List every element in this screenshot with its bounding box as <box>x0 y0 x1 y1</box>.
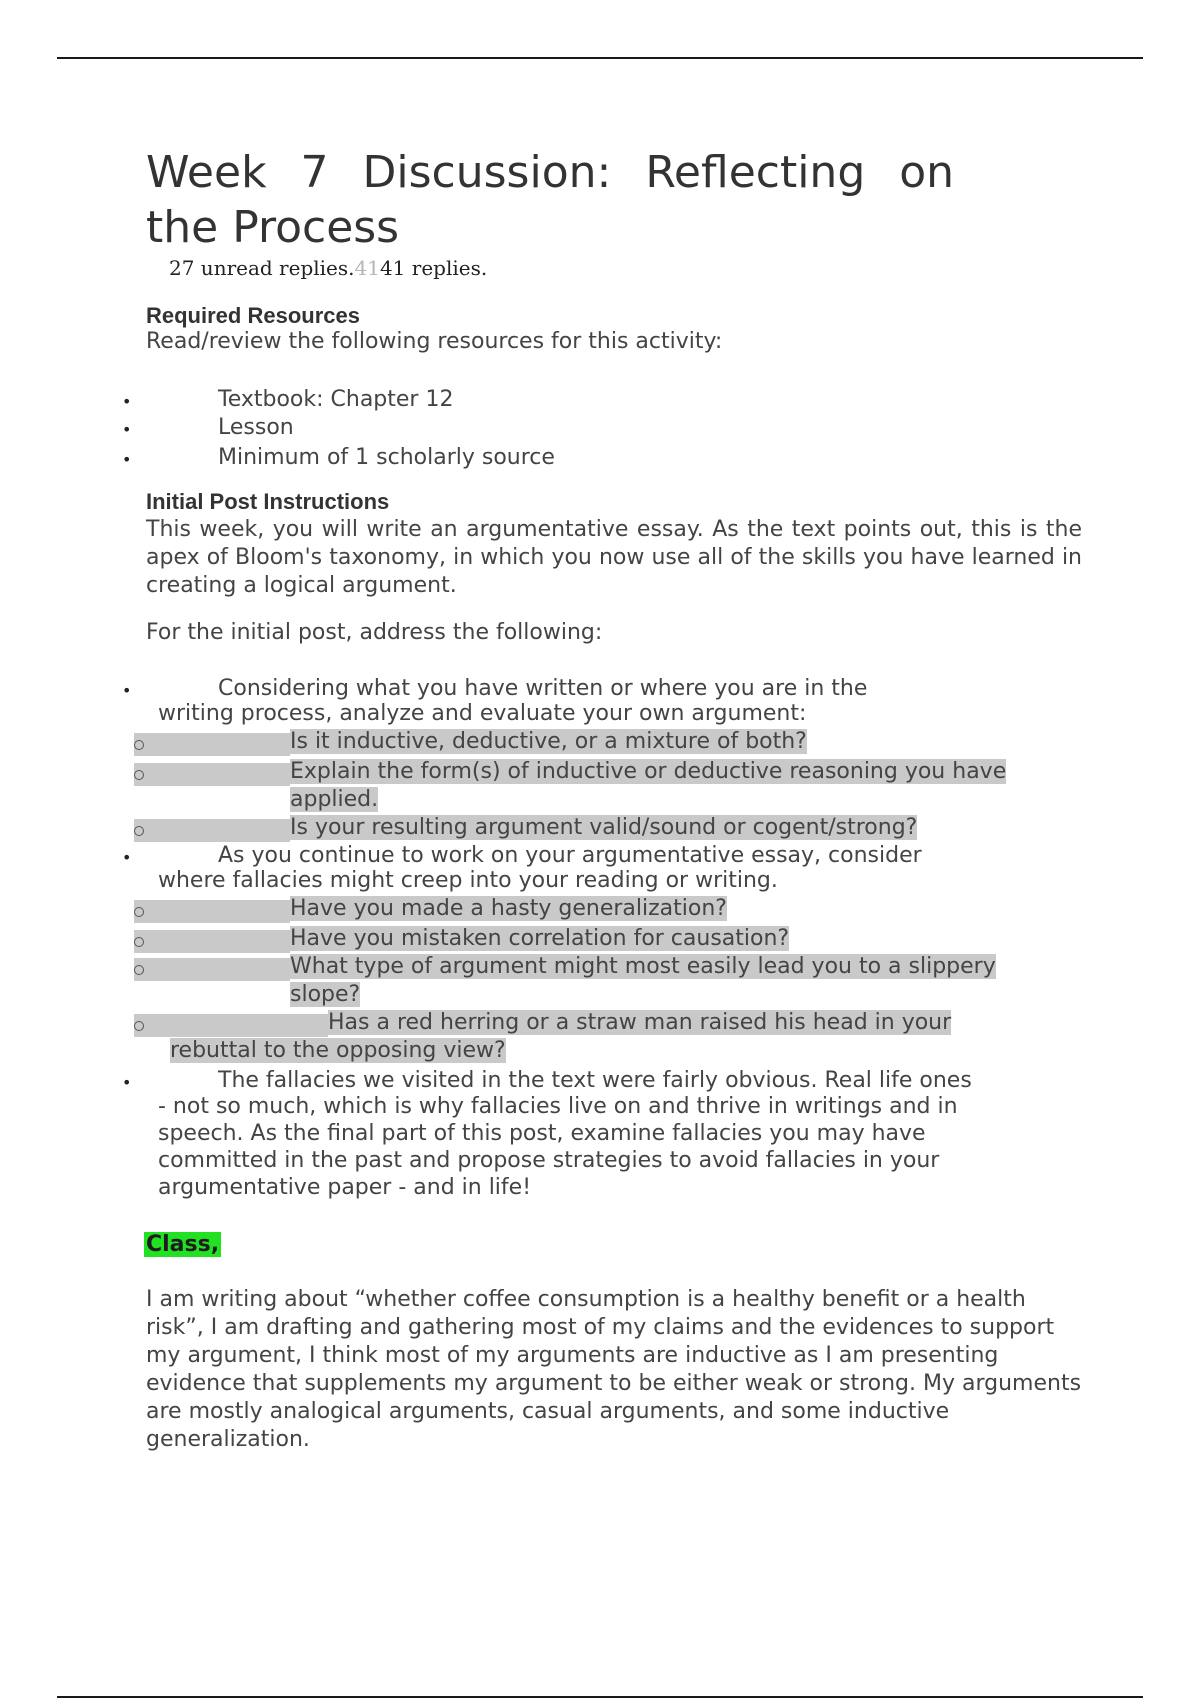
circle-bullet <box>134 770 144 780</box>
greeting <box>144 1232 221 1257</box>
unread-replies: 27 unread replies. <box>169 256 355 280</box>
bullet-1-line-2: writing process, analyze and evaluate your own argument: <box>158 701 807 726</box>
sub-item <box>290 729 807 754</box>
reply-count <box>169 256 487 280</box>
sub-item-text: What type of argument might most easily lead you to a slippery <box>290 954 996 979</box>
highlight-block <box>134 733 290 756</box>
circle-bullet <box>134 740 144 750</box>
response-paragraph: I am writing about “whether coffee consumption is a healthy benefit or a health risk”, I am drafting and gathering most of my claims and the evidences to support my argument, I think most of my arguments are inductive as I am presenting evidence that supplements my argument to be either weak or strong. My arguments are mostly analogical arguments, casual arguments, and some inductive generalization. <box>146 1287 1082 1452</box>
sub-item-text: applied. <box>290 787 379 812</box>
sub-item-text: Is it inductive, deductive, or a mixture of both? <box>290 729 807 754</box>
page-title <box>146 145 954 255</box>
bullet-3-line-5: argumentative paper - and in life! <box>158 1175 532 1200</box>
bullet: • <box>122 1073 132 1092</box>
required-resources-intro: Read/review the following resources for this activity: <box>146 329 723 354</box>
highlight-block <box>134 930 290 953</box>
sub-item-continued <box>290 787 378 812</box>
initial-post-paragraph: This week, you will write an argumentative essay. As the text points out, this is the apex of Bloom's taxonomy, in which you now use all of the skills you have learned in creating a logical argument. <box>146 517 1082 598</box>
circle-bullet <box>134 826 144 836</box>
bullet-3-line-1: The fallacies we visited in the text were fairly obvious. Real life ones <box>218 1068 972 1093</box>
circle-bullet <box>134 1021 144 1031</box>
circle-bullet <box>134 965 144 975</box>
resource-item: Textbook: Chapter 12 <box>218 387 454 412</box>
highlight-block <box>134 1014 328 1037</box>
circle-bullet <box>134 937 144 947</box>
bullet: • <box>122 420 132 439</box>
sub-item <box>290 954 996 979</box>
greeting-text: Class, <box>146 1232 220 1257</box>
highlight-block <box>134 958 290 981</box>
bullet-2-line-2: where fallacies might creep into your reading or writing. <box>158 868 778 893</box>
highlight-block <box>134 763 290 786</box>
bullet-3-line-4: committed in the past and propose strategies to avoid fallacies in your <box>158 1148 940 1173</box>
bullet: • <box>122 848 132 867</box>
sub-item-text: Have you made a hasty generalization? <box>290 896 727 921</box>
sub-item-text: Is your resulting argument valid/sound or cogent/strong? <box>290 815 918 840</box>
highlight-block <box>134 819 290 842</box>
sub-item-text: Have you mistaken correlation for causation? <box>290 926 790 951</box>
resource-item: Lesson <box>218 415 294 440</box>
resource-item: Minimum of 1 scholarly source <box>218 445 555 470</box>
address-intro: For the initial post, address the following: <box>146 620 603 645</box>
bottom-rule <box>57 1696 1143 1698</box>
sub-item <box>290 926 789 951</box>
sub-item <box>290 759 1006 784</box>
sub-item <box>290 896 727 921</box>
sub-item-continued <box>170 1038 506 1063</box>
sub-item <box>290 815 917 840</box>
bullet-1-line-1: Considering what you have written or where you are in the <box>218 676 868 701</box>
required-resources-heading: Required Resources <box>146 303 360 328</box>
bullet: • <box>122 392 132 411</box>
circle-bullet <box>134 907 144 917</box>
title-line-1: Week 7 Discussion: Reflecting on <box>146 147 955 198</box>
title-line-2: the Process <box>146 202 400 253</box>
bullet-3-line-3: speech. As the final part of this post, examine fallacies you may have <box>158 1121 926 1146</box>
total-replies: 41 replies. <box>379 256 488 280</box>
initial-post-heading: Initial Post Instructions <box>146 489 390 514</box>
bullet: • <box>122 681 132 700</box>
sub-item-text: Has a red herring or a straw man raised his head in your <box>328 1010 952 1035</box>
sub-item-text: slope? <box>290 982 361 1007</box>
sub-item-text: Explain the form(s) of inductive or deductive reasoning you have <box>290 759 1007 784</box>
bullet-2-line-1: As you continue to work on your argumentative essay, consider <box>218 843 922 868</box>
highlight-block <box>134 900 290 923</box>
sub-item-continued <box>290 982 360 1007</box>
bullet: • <box>122 450 132 469</box>
sub-item-text: rebuttal to the opposing view? <box>170 1038 506 1063</box>
sub-item <box>328 1010 951 1035</box>
reply-count-ghost: 41 <box>354 256 380 280</box>
bullet-3-line-2: - not so much, which is why fallacies live on and thrive in writings and in <box>158 1094 958 1119</box>
